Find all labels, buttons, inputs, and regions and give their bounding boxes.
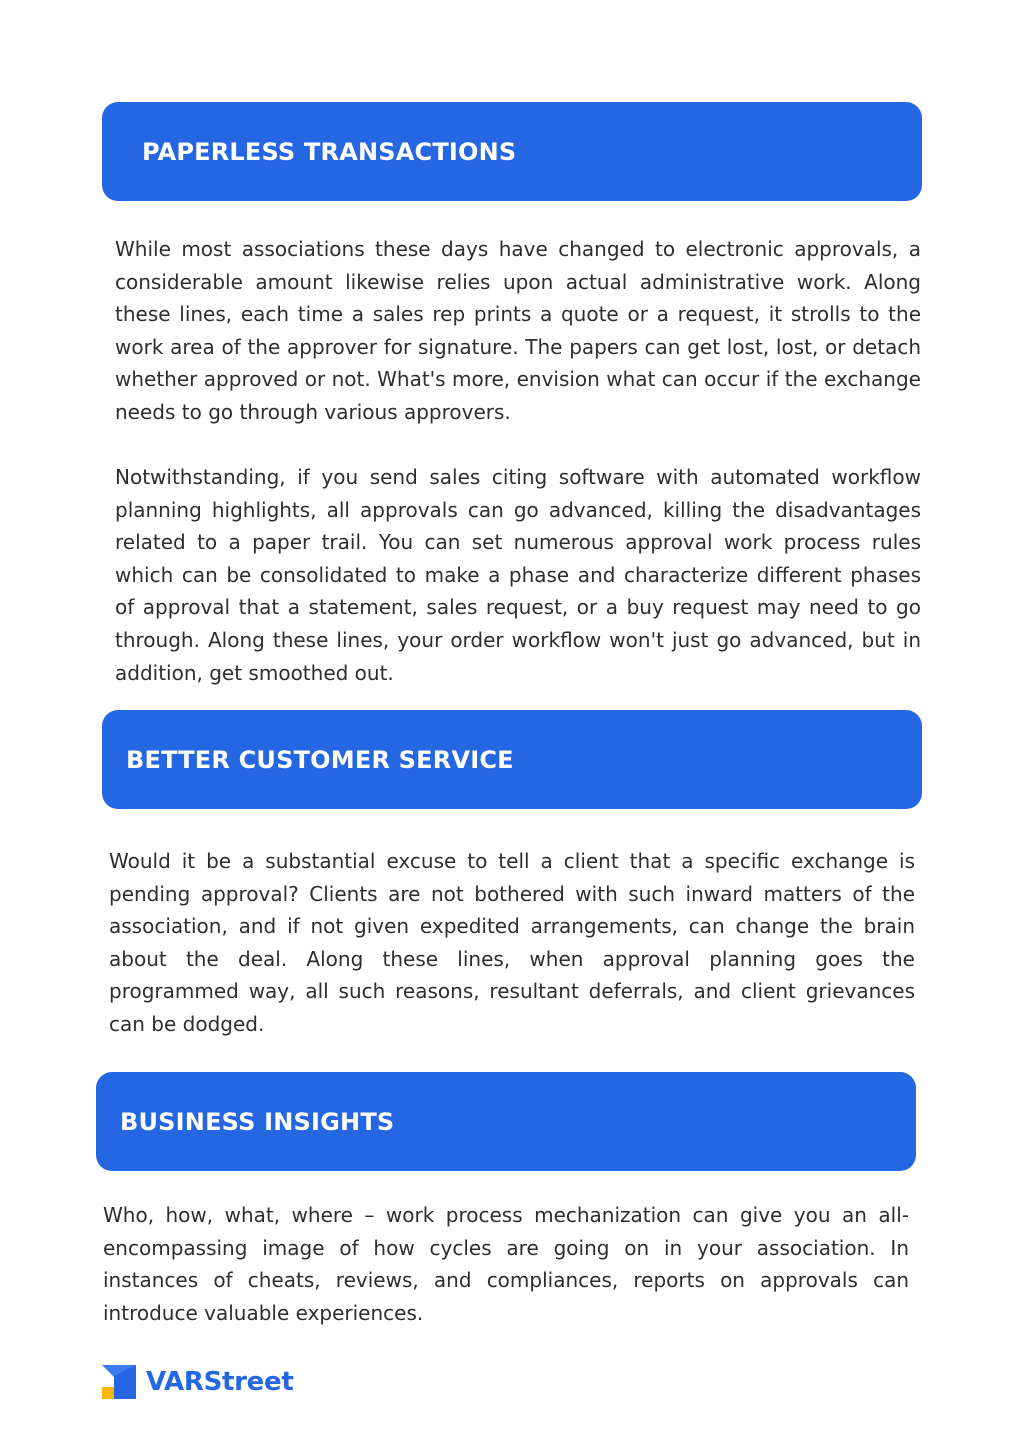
paragraph: While most associations these days have changed to electronic approvals, a considerable amount likewise relies upon actual administrative work. Along these lines, each time a sales rep prints a quote or a request, it strolls to the work area of the approver for signature. The papers can get lost, lost, or detach whether approved or not. What's more, envision what can occur if the exchange needs to go through various approvers. xyxy=(115,237,921,424)
section-header-business-insights xyxy=(96,1072,916,1171)
section-title: BUSINESS INSIGHTS xyxy=(120,1107,395,1136)
varstreet-logo-text: VARStreet xyxy=(146,1367,294,1397)
paragraph: Who, how, what, where – work process mechanization can give you an all-encompassing image of how cycles are going on in your association. In instances of cheats, reviews, and compliances, reports on approvals can introduce valuable experiences. xyxy=(103,1203,909,1325)
paragraph: Notwithstanding, if you send sales citing software with automated workflow planning highlights, all approvals can go advanced, killing the disadvantages related to a paper trail. You can set numerous approval work process rules which can be consolidated to make a phase and characterize different phases of approval that a statement, sales request, or a buy request may need to go through. Along these lines, your order workflow won't just go advanced, but in addition, get smoothed out. xyxy=(115,465,921,685)
paragraph: Would it be a substantial excuse to tell a client that a specific exchange is pending approval? Clients are not bothered with such inward matters of the association, and if not given expedited arrangements, can change the brain about the deal. Along these lines, when approval planning goes the programmed way, all such reasons, resultant deferrals, and client grievances can be dodged. xyxy=(109,849,915,1036)
varstreet-logo-icon xyxy=(102,1365,136,1399)
section-header-paperless-transactions xyxy=(102,102,922,201)
section-title: BETTER CUSTOMER SERVICE xyxy=(126,745,514,774)
varstreet-logo xyxy=(102,1365,293,1399)
section-header-better-customer-service xyxy=(102,710,922,809)
section-title: PAPERLESS TRANSACTIONS xyxy=(142,137,517,166)
